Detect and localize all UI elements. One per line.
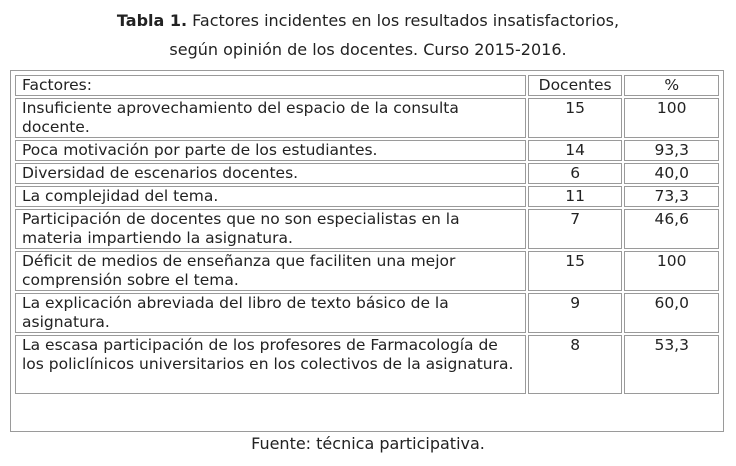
- docentes-cell: 14: [528, 140, 623, 161]
- table-row: [15, 186, 719, 207]
- percent-cell: 60,0: [624, 293, 719, 333]
- table-caption: [0, 11, 736, 31]
- percent-cell: 53,3: [624, 335, 719, 394]
- percent-cell: 40,0: [624, 163, 719, 184]
- factor-cell: Diversidad de escenarios docentes.: [15, 163, 526, 184]
- docentes-cell: 15: [528, 98, 623, 138]
- table-header-row: [15, 75, 719, 96]
- docentes-cell: 6: [528, 163, 623, 184]
- header-factores: Factores:: [15, 75, 526, 96]
- percent-cell: 100: [624, 251, 719, 291]
- header-docentes: Docentes: [528, 75, 623, 96]
- percent-cell: 93,3: [624, 140, 719, 161]
- percent-cell: 100: [624, 98, 719, 138]
- factor-cell: La explicación abreviada del libro de texto básico de la asignatura.: [15, 293, 526, 333]
- docentes-cell: 11: [528, 186, 623, 207]
- docentes-cell: 8: [528, 335, 623, 394]
- table-row: [15, 209, 719, 249]
- factor-cell: Participación de docentes que no son especialistas en la materia impartiendo la asignatura.: [15, 209, 526, 249]
- table-row: [15, 251, 719, 291]
- table-source-note: Fuente: técnica participativa.: [251, 434, 485, 453]
- table-row: [15, 140, 719, 161]
- table-row: [15, 293, 719, 333]
- percent-cell: 46,6: [624, 209, 719, 249]
- table-row: [15, 163, 719, 184]
- table-row: [15, 335, 719, 394]
- factors-table: [13, 73, 721, 396]
- docentes-cell: 15: [528, 251, 623, 291]
- table-caption-line-1: Factores incidentes en los resultados insatisfactorios,: [187, 11, 620, 30]
- factor-cell: La complejidad del tema.: [15, 186, 526, 207]
- percent-cell: 73,3: [624, 186, 719, 207]
- docentes-cell: 7: [528, 209, 623, 249]
- table-row: [15, 98, 719, 138]
- table-caption-line-2: según opinión de los docentes. Curso 2015-2016.: [169, 40, 567, 59]
- factor-cell: Insuficiente aprovechamiento del espacio de la consulta docente.: [15, 98, 526, 138]
- table-caption-label: Tabla 1.: [116, 11, 188, 30]
- docentes-cell: 9: [528, 293, 623, 333]
- factor-cell: Poca motivación por parte de los estudiantes.: [15, 140, 526, 161]
- header-percent: %: [624, 75, 719, 96]
- factor-cell: La escasa participación de los profesores de Farmacología de los policlínicos universitarios en los colectivos de la asignatura.: [15, 335, 526, 394]
- factor-cell: Déficit de medios de enseñanza que faciliten una mejor comprensión sobre el tema.: [15, 251, 526, 291]
- table-frame: [10, 70, 724, 432]
